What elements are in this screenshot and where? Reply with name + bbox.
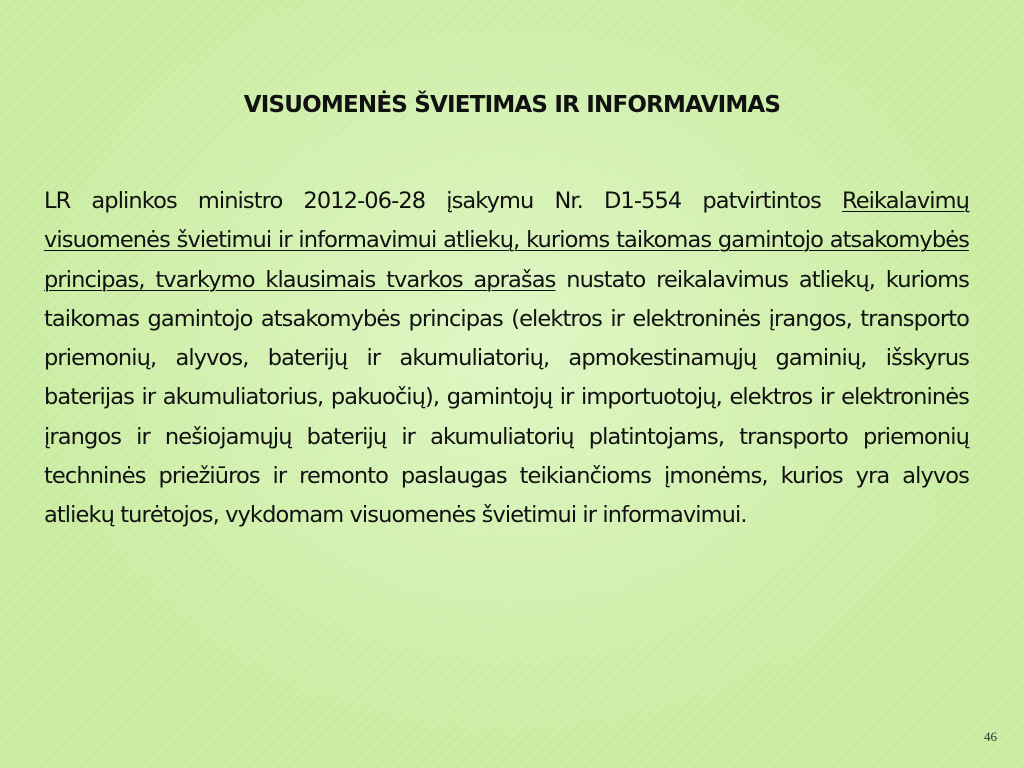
body-intro-text: LR aplinkos ministro 2012-06-28 įsakymu Nr. D1-554 patvirtintos	[44, 188, 842, 214]
slide-body-paragraph	[44, 182, 969, 536]
regulation-link[interactable]: Reikalavimų visuomenės švietimui ir informavimui atliekų, kurioms taikomas gamintojo atsakomybės principas, tvarkymo klausimais tvarkos aprašas	[44, 188, 969, 293]
body-rest-text: nustato reikalavimus atliekų, kurioms taikomas gamintojo atsakomybės principas (elektros ir elektroninės įrangos, transporto priemonių, alyvos, baterijų ir akumuliatorių, apmokestinamųjų gaminių, išskyrus baterijas ir akumuliatorius, pakuočių), gamintojų ir importuotojų, elektros ir elektroninės įrangos ir nešiojamųjų baterijų ir akumuliatorių platintojams, transporto priemonių techninės priežiūros ir remonto paslaugas teikiančioms įmonėms, kurios yra alyvos atliekų turėtojos, vykdomam visuomenės švietimui ir informavimui.	[44, 266, 969, 529]
slide-title: VISUOMENĖS ŠVIETIMAS IR INFORMAVIMAS	[243, 92, 781, 118]
page-number: 46	[984, 729, 997, 744]
